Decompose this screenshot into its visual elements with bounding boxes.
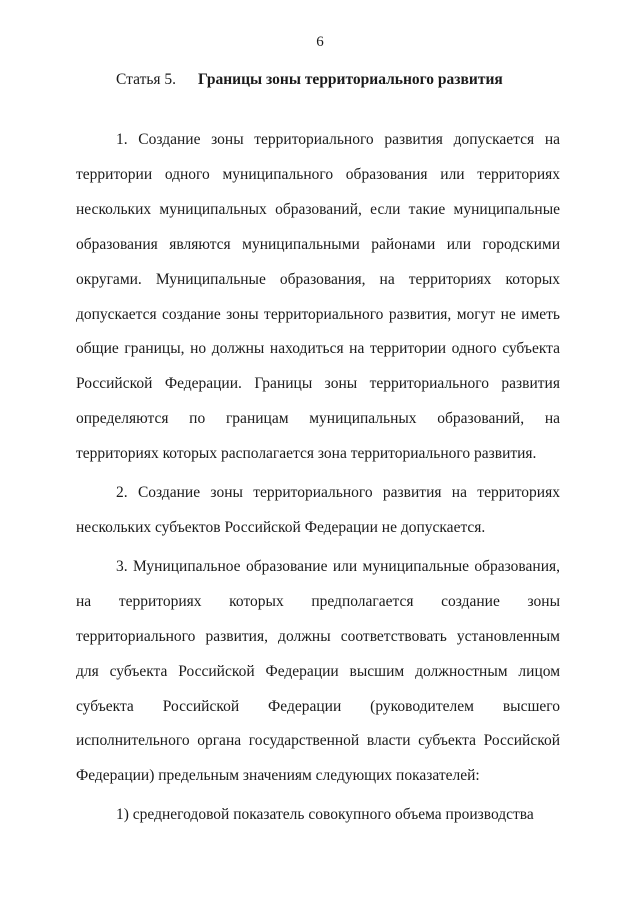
article-label: Статья 5. xyxy=(116,71,177,88)
article-body xyxy=(76,123,560,837)
paragraph-2: 2. Создание зоны территориального развития на территориях нескольких субъектов Российской Федерации не допускается. xyxy=(76,484,560,536)
page-number: 6 xyxy=(316,34,324,50)
paragraph-1: 1. Создание зоны территориального развития допускается на территории одного муниципального образования или территориях нескольких муниципальных образований, если такие муниципальные образования являются муниципальными районами или городскими округами. Муниципальные образования, на территориях которых допускается создание зоны территориального развития, могут не иметь общие границы, но должны находиться на территории одного субъекта Российской Федерации. Границы зоны территориального развития определяются по границам муниципальных образований, на территориях которых располагается зона территориального развития. xyxy=(76,131,560,463)
article-heading xyxy=(116,71,503,89)
paragraph-4: 1) среднегодовой показатель совокупного объема производства xyxy=(116,806,534,824)
article-title: Границы зоны территориального развития xyxy=(198,71,503,88)
paragraph-3: 3. Муниципальное образование или муниципальные образования, на территориях которых предполагается создание зоны территориального развития, должны соответствовать установленным для субъекта Российской Федерации высшим должностным лицом субъекта Российской Федерации (руководителем высшего исполнительного органа государственной власти субъекта Российской Федерации) предельным значениям следующих показателей: xyxy=(76,557,560,785)
